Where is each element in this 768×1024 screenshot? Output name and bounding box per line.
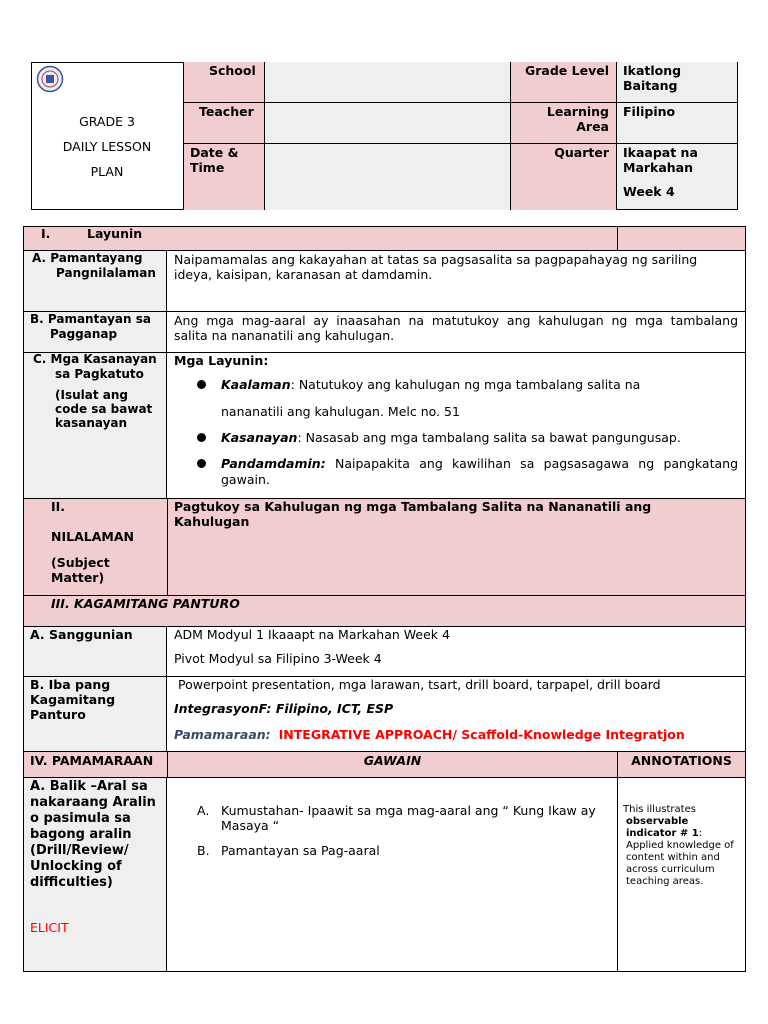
annotation-note: [623, 804, 743, 888]
integrasyon-text: IntegrasyonF: Filipino, ICT, ESP: [174, 701, 394, 716]
date-field[interactable]: [264, 144, 510, 210]
pamamaraan-label: Pamamaraan:: [174, 727, 271, 742]
item-letter: B.: [197, 843, 210, 858]
objective-text-cont: nananatili ang kahulugan. Melc no. 51: [221, 404, 460, 419]
objectives-title: Mga Layunin:: [174, 353, 269, 368]
pamamaraan-heading: IV. PAMAMARAAN: [30, 753, 154, 768]
nilalaman-divider: [167, 499, 168, 596]
materials-list: Powerpoint presentation, mga larawan, tsart, drill board, tarpapel, drill board: [178, 677, 661, 692]
teacher-field[interactable]: [264, 103, 510, 144]
pamantayang-pangnilalaman-text: [174, 252, 738, 282]
date-label-line: Date &: [190, 145, 239, 160]
label-line: Kagamitang: [30, 692, 116, 707]
sanggunian-line: Pivot Modyul sa Filipino 3-Week 4: [174, 651, 382, 666]
label-line: Pagganap: [50, 327, 118, 341]
mga-kasanayan-label: [33, 352, 157, 382]
objective-text-cont: gawain.: [221, 472, 270, 487]
text-line: Naipamamalas ang kakayahan at tatas sa pagsasalita sa pagpapahayag ng sariling: [174, 252, 698, 267]
teacher-label: Teacher: [199, 104, 254, 119]
pamamaraan-value: INTEGRATIVE APPROACH/ Scaffold-Knowledge Integratjon: [278, 727, 685, 742]
school-label: School: [209, 63, 256, 78]
note-line: code sa bawat: [55, 402, 153, 416]
label-line: (Drill/Review/: [30, 843, 129, 858]
annotations-heading: ANNOTATIONS: [631, 753, 732, 768]
text-line: Ang mga mag-aaral ay inaasahan na matutukoy ang kahulugan ng mga tambalang: [174, 313, 738, 328]
sanggunian-line: ADM Modyul 1 Ikaaapt na Markahan Week 4: [174, 627, 450, 642]
label-line: nakaraang Aralin: [30, 795, 156, 810]
title-line: DAILY LESSON: [62, 139, 152, 154]
label-line: C. Mga Kasanayan: [33, 352, 157, 366]
label-line: A. Balik –Aral sa: [30, 779, 148, 794]
grade-level-value-line: Ikatlong: [623, 63, 682, 78]
objective-text: Naipapakita ang kawilihan sa pagsasagawa ng pangkatang: [325, 456, 738, 471]
label-line: B. Iba pang: [30, 677, 111, 692]
quarter-value-line: Ikaapat na: [623, 145, 698, 160]
layunin-heading: Layunin: [87, 226, 143, 241]
balik-aral-label: [30, 779, 156, 891]
nilalaman-content: [174, 499, 734, 529]
label-line: o pasimula sa: [30, 811, 131, 826]
label-line: bagong aralin: [30, 827, 132, 842]
time-label-line: Time: [190, 160, 225, 175]
heading-text: III. KAGAMITANG PANTURO: [51, 596, 240, 611]
title-line: GRADE 3: [79, 114, 135, 129]
pamantayan-sa-pagganap-text: [174, 313, 738, 343]
label-line: Panturo: [30, 707, 86, 722]
quarter-value-line: Markahan: [623, 160, 694, 175]
grade-level-value: [623, 63, 681, 93]
layunin-num: I.: [41, 226, 51, 241]
nilalaman-num: II.: [51, 499, 66, 514]
mga-kasanayan-note: [55, 388, 152, 430]
kagamitang-panturo-heading: [51, 596, 240, 611]
objective-term: Pandamdamin:: [221, 456, 326, 471]
gawain-item-a: [197, 803, 612, 833]
learning-area-label-line: Learning: [546, 104, 609, 119]
annotation-line: teaching areas.: [626, 876, 704, 887]
label-line: Pangnilalaman: [56, 266, 156, 280]
nilalaman-label: NILALAMAN: [51, 529, 134, 544]
objective-text: : Nasasab ang mga tambalang salita sa bawat pangungusap.: [297, 430, 681, 445]
sanggunian-label: A. Sanggunian: [30, 627, 133, 642]
label-line: difficulties): [30, 875, 113, 890]
indicator-text: indicator # 1: [626, 828, 699, 839]
school-field[interactable]: [264, 62, 510, 103]
pamamaraan-line: [174, 727, 685, 742]
pamantayang-pangnilalaman-label: [32, 251, 156, 281]
annotation-line: Applied knowledge of: [626, 840, 734, 851]
annotation-line: observable: [626, 816, 689, 827]
item-text: Pamantayan sa Pag-aaral: [221, 843, 380, 858]
integrasyon-line: [174, 701, 393, 716]
deped-logo: [36, 65, 64, 93]
quarter-value: [623, 145, 698, 175]
week-value: Week 4: [623, 184, 675, 199]
label-line: B. Pamantayan sa: [30, 312, 151, 326]
text-line: ideya, kaisipan, karanasan at damdamin.: [174, 267, 433, 282]
note-line: kasanayan: [55, 416, 128, 430]
label-line: Matter): [51, 570, 105, 585]
elicit-label: ELICIT: [30, 920, 69, 935]
date-label: [190, 145, 239, 175]
item-text: Kumustahan- Ipaawit sa mga mag-aaral ang “ Kung Ikaw ay: [221, 803, 596, 818]
label-line: A. Pamantayang: [32, 251, 143, 265]
item-text: Masaya “: [221, 818, 280, 833]
objective-term: Kaalaman: [221, 377, 291, 392]
gawain-item-b: [197, 843, 612, 858]
bullet-icon: [197, 433, 206, 442]
objective-text: : Natutukoy ang kahulugan ng mga tambalang salita na: [290, 377, 641, 392]
learning-area-label: [510, 104, 609, 134]
bullet-icon: [197, 459, 206, 468]
annotation-line: This illustrates: [623, 804, 696, 815]
iba-pang-kagamitang-label: [30, 677, 115, 722]
indicator-colon: :: [698, 828, 703, 839]
learning-area-label-line: Area: [576, 119, 609, 134]
gawain-text: GAWAIN: [363, 753, 422, 768]
quarter-label: Quarter: [554, 145, 609, 160]
lesson-plan-title: [31, 109, 183, 184]
item-letter: A.: [197, 803, 210, 818]
objective-term: Kasanayan: [221, 430, 298, 445]
label-line: (Subject: [51, 555, 110, 570]
bullet-icon: [197, 380, 206, 389]
label-line: sa Pagkatuto: [55, 367, 144, 381]
annotation-line: content within and: [626, 852, 720, 863]
annotation-line: [623, 828, 743, 840]
label-line: Unlocking of: [30, 859, 122, 874]
grade-level-label: Grade Level: [525, 63, 609, 78]
text-line: salita na nananatili ang kahulugan.: [174, 328, 395, 343]
gawain-heading: [168, 753, 617, 768]
pamantayan-sa-pagganap-label: [30, 312, 151, 342]
title-line: PLAN: [90, 164, 124, 179]
subject-matter-label: [51, 555, 110, 585]
layunin-row-divider: [617, 227, 618, 251]
content-line: Pagtukoy sa Kahulugan ng mga Tambalang Salita na Nananatili ang: [174, 499, 652, 514]
note-line: (Isulat ang: [55, 388, 128, 402]
annotation-line: across curriculum: [626, 864, 715, 875]
grade-level-value-line: Baitang: [623, 78, 678, 93]
content-line: Kahulugan: [174, 514, 250, 529]
learning-area-value: Filipino: [623, 104, 676, 119]
gawain-divider: [617, 778, 618, 971]
row-a-bottom-line: [167, 311, 745, 312]
